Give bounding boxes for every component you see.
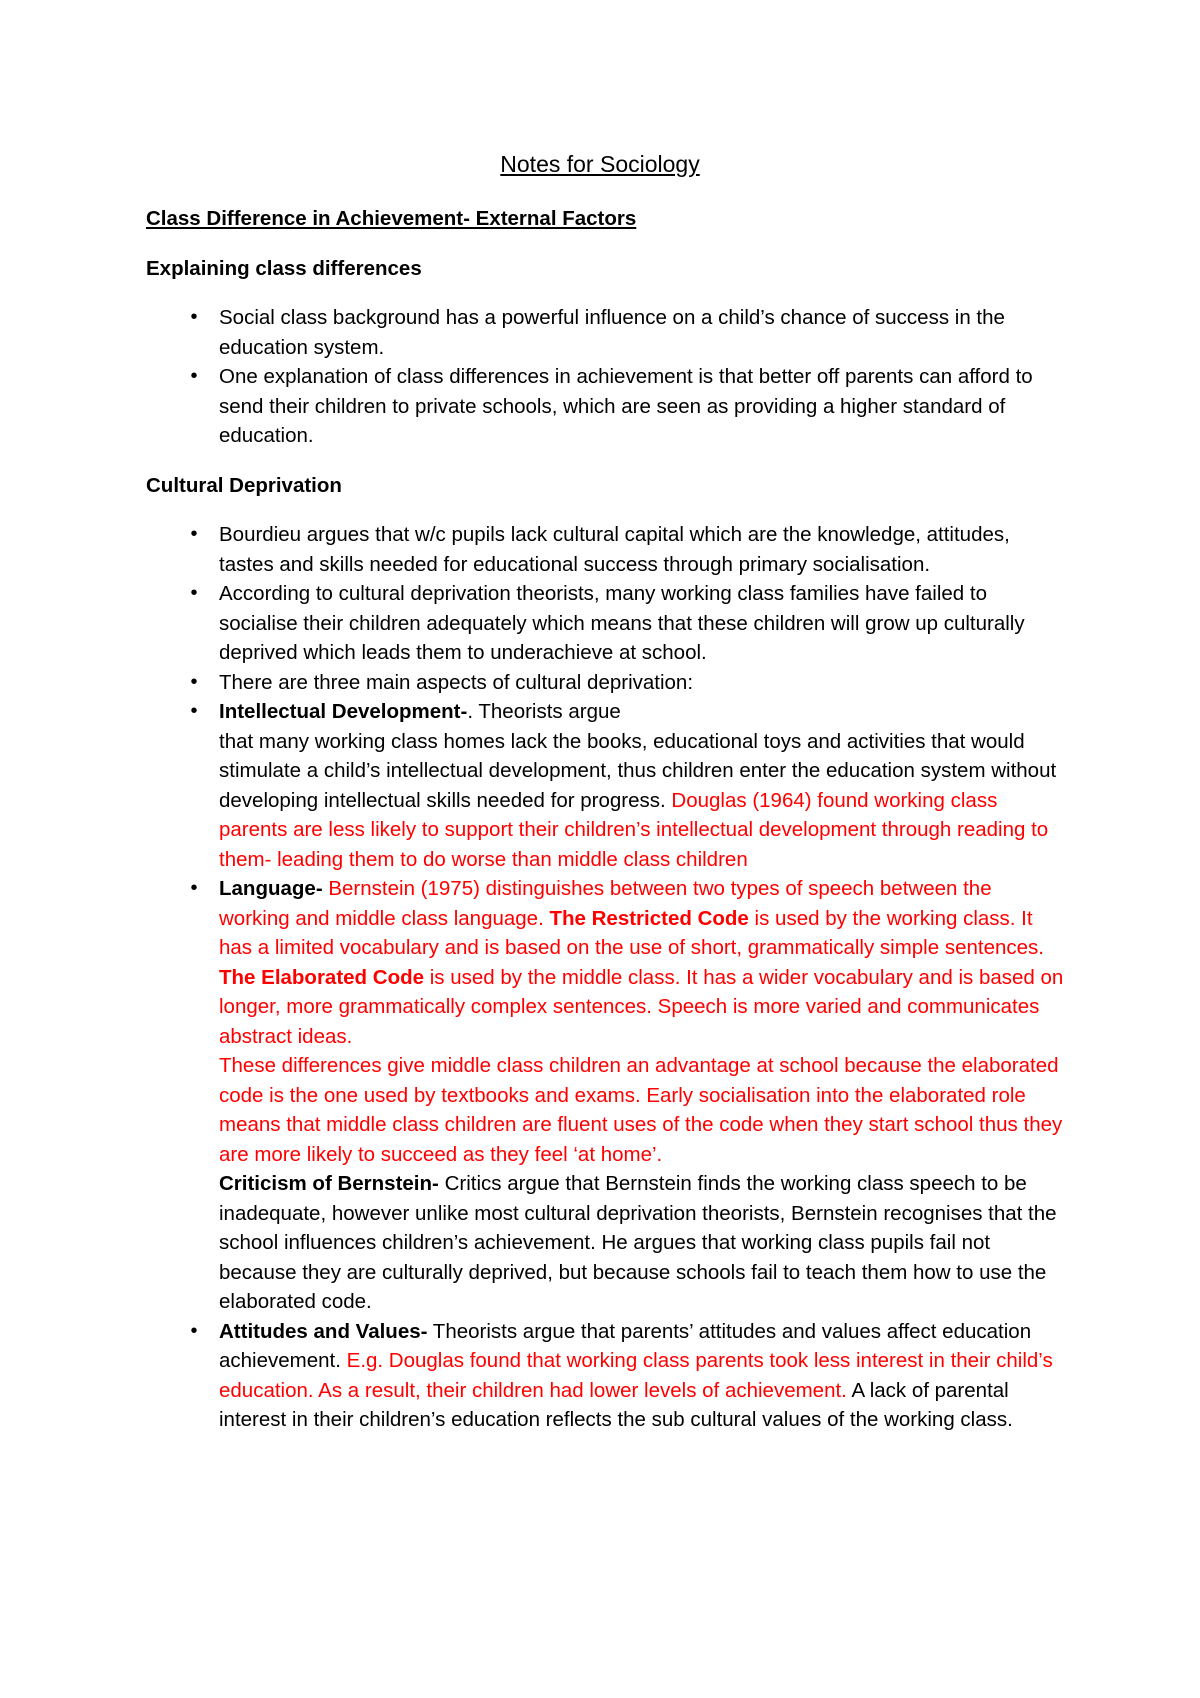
cultural-deprivation-list: [146, 520, 1066, 1435]
list-item-text: According to cultural deprivation theorists, many working class families have failed to socialise their children adequately which means that these children will grow up culturally deprived which leads them to underachieve at school.: [219, 582, 1025, 664]
language-paragraph-1: [219, 874, 1066, 963]
document-body: [146, 204, 1066, 1455]
restricted-code-text: is used by the working class. It has a limited vocabulary and is based on the use of short, grammatically simple sentences.: [219, 906, 1044, 959]
bullet-icon: •: [190, 700, 198, 722]
language-label: Language-: [219, 877, 323, 900]
bullet-icon: •: [190, 877, 198, 899]
criticism-text: Critics argue that Bernstein finds the working class speech to be inadequate, however unlike most cultural deprivation theorists, Bernstein recognises that the school influences children’s achievement. He argues that working class pupils fail not because they are culturally deprived, but because schools fail to teach them how to use the elaborated code.: [219, 1172, 1057, 1313]
bullet-icon: •: [190, 670, 198, 693]
attitudes-values-text-1: Theorists argue that parents’ attitudes and values affect education achievement.: [219, 1319, 1032, 1372]
list-item-text: Bourdieu argues that w/c pupils lack cultural capital which are the knowledge, attitudes, tastes and skills needed for educational success through primary socialisation.: [219, 523, 1010, 576]
page-title: Notes for Sociology: [500, 151, 700, 177]
bullet-icon: •: [190, 523, 198, 545]
criticism-label: Criticism of Bernstein-: [219, 1172, 439, 1195]
list-item-attitudes-values: [146, 1317, 1066, 1435]
bullet-icon: •: [190, 306, 198, 328]
attitudes-values-label: Attitudes and Values-: [219, 1319, 428, 1343]
list-item: [146, 303, 1066, 362]
intellectual-development-label: Intellectual Development-: [219, 700, 468, 723]
list-item-text: One explanation of class differences in achievement is that better off parents can afford to send their children to private schools, which are seen as providing a higher standard of education.: [219, 365, 1033, 447]
list-item: [146, 362, 1066, 451]
list-item-text: There are three main aspects of cultural deprivation:: [219, 670, 694, 694]
bullet-icon: •: [190, 582, 198, 604]
douglas-1964-note: Douglas (1964) found working class parents are less likely to support their children’s intellectual development through reading to them- leading them to do worse than middle class children: [219, 788, 1049, 871]
restricted-code-label: The Restricted Code: [549, 906, 749, 930]
list-item-intellectual-development: [146, 697, 1066, 874]
intellectual-development-text: that many working class homes lack the books, educational toys and activities that would stimulate a child’s intellectual development, thus children enter the education system without developing intellectual skills needed for progress.: [219, 729, 1057, 812]
subheading-explaining-class-differences: Explaining class differences: [146, 256, 422, 280]
bullet-icon: •: [190, 1319, 198, 1342]
section-heading-external-factors: Class Difference in Achievement- External Factors: [146, 207, 637, 230]
list-item: [146, 668, 1066, 698]
language-paragraph-2: [219, 963, 1066, 1052]
list-item: [146, 520, 1066, 579]
elaborated-code-label: The Elaborated Code: [219, 965, 425, 989]
list-item-language: [146, 874, 1066, 1317]
intellectual-development-paragraph: [219, 727, 1066, 875]
elaborated-code-text: is used by the middle class. It has a wider vocabulary and is based on longer, more grammatically complex sentences. Speech is more varied and communicates abstract ideas.: [219, 965, 1064, 1048]
list-item: [146, 579, 1066, 668]
attitudes-values-text-2: A lack of parental interest in their children’s education reflects the sub cultural values of the working class.: [219, 1378, 1013, 1431]
section-heading-cultural-deprivation: Cultural Deprivation: [146, 473, 342, 497]
explaining-differences-list: [146, 303, 1066, 451]
attitudes-values-douglas-note: E.g. Douglas found that working class parents took less interest in their child’s education. As a result, their children had lower levels of achievement.: [219, 1349, 1053, 1402]
list-item-text: Social class background has a powerful influence on a child’s chance of success in the education system.: [219, 306, 1005, 359]
language-paragraph-criticism: [219, 1169, 1066, 1317]
bullet-icon: •: [190, 365, 198, 387]
intellectual-development-intro: . Theorists argue: [467, 700, 621, 723]
language-paragraph-3: These differences give middle class children an advantage at school because the elaborated code is the one used by textbooks and exams. Early socialisation into the elaborated role means that middle class children are fluent uses of the code when they start school thus they are more likely to succeed as they feel ‘at home’.: [219, 1054, 1063, 1166]
bernstein-intro: Bernstein (1975) distinguishes between two types of speech between the working and middle class language.: [219, 877, 992, 930]
